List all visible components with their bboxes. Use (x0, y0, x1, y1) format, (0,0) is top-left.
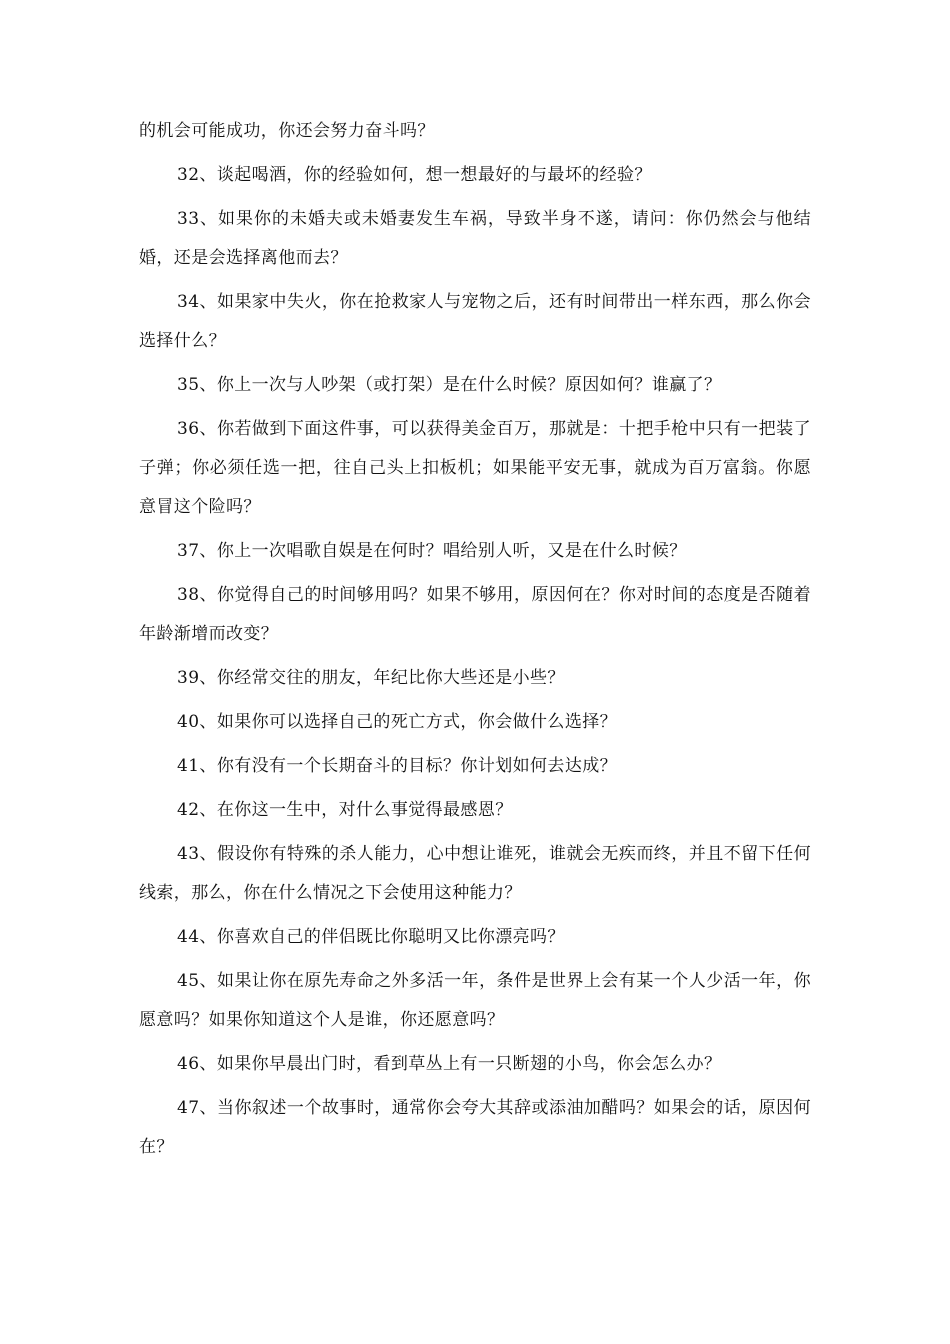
question-46: 46、如果你早晨出门时，看到草丛上有一只断翅的小鸟，你会怎么办？ (177, 1054, 722, 1074)
question-39: 39、你经常交往的朋友，年纪比你大些还是小些？ (177, 668, 565, 688)
question-47: 47、当你叙述一个故事时，通常你会夸大其辞或添油加醋吗？如果会的话，原因何在？ (139, 1098, 811, 1157)
question-42: 42、在你这一生中，对什么事觉得最感恩？ (177, 800, 513, 820)
question-43: 43、假设你有特殊的杀人能力，心中想让谁死，谁就会无疾而终，并且不留下任何线索，那么，你在什么情况之下会使用这种能力？ (139, 844, 811, 903)
paragraph-continuation: 的机会可能成功，你还会努力奋斗吗？ (139, 121, 435, 141)
question-45: 45、如果让你在原先寿命之外多活一年，条件是世界上会有某一个人少活一年，你愿意吗？如果你知道这个人是谁，你还愿意吗？ (139, 971, 811, 1030)
question-40: 40、如果你可以选择自己的死亡方式，你会做什么选择？ (177, 712, 618, 732)
question-38: 38、你觉得自己的时间够用吗？如果不够用，原因何在？你对时间的态度是否随着年龄渐增而改变？ (139, 585, 811, 644)
question-34: 34、如果家中失火，你在抢救家人与宠物之后，还有时间带出一样东西，那么你会选择什么？ (139, 292, 811, 351)
question-32: 32、谈起喝酒，你的经验如何，想一想最好的与最坏的经验？ (177, 165, 652, 185)
question-36: 36、你若做到下面这件事，可以获得美金百万，那就是：十把手枪中只有一把装了子弹；你必须任选一把，往自己头上扣板机；如果能平安无事，就成为百万富翁。你愿意冒这个险吗？ (139, 419, 811, 517)
question-37: 37、你上一次唱歌自娱是在何时？唱给别人听，又是在什么时候？ (177, 541, 687, 561)
question-33: 33、如果你的未婚夫或未婚妻发生车祸，导致半身不遂，请问：你仍然会与他结婚，还是会选择离他而去？ (139, 209, 811, 268)
document-body (139, 112, 811, 1172)
question-44: 44、你喜欢自己的伴侣既比你聪明又比你漂亮吗？ (177, 927, 565, 947)
question-35: 35、你上一次与人吵架（或打架）是在什么时候？原因如何？谁赢了？ (177, 375, 722, 395)
question-41: 41、你有没有一个长期奋斗的目标？你计划如何去达成？ (177, 756, 618, 776)
